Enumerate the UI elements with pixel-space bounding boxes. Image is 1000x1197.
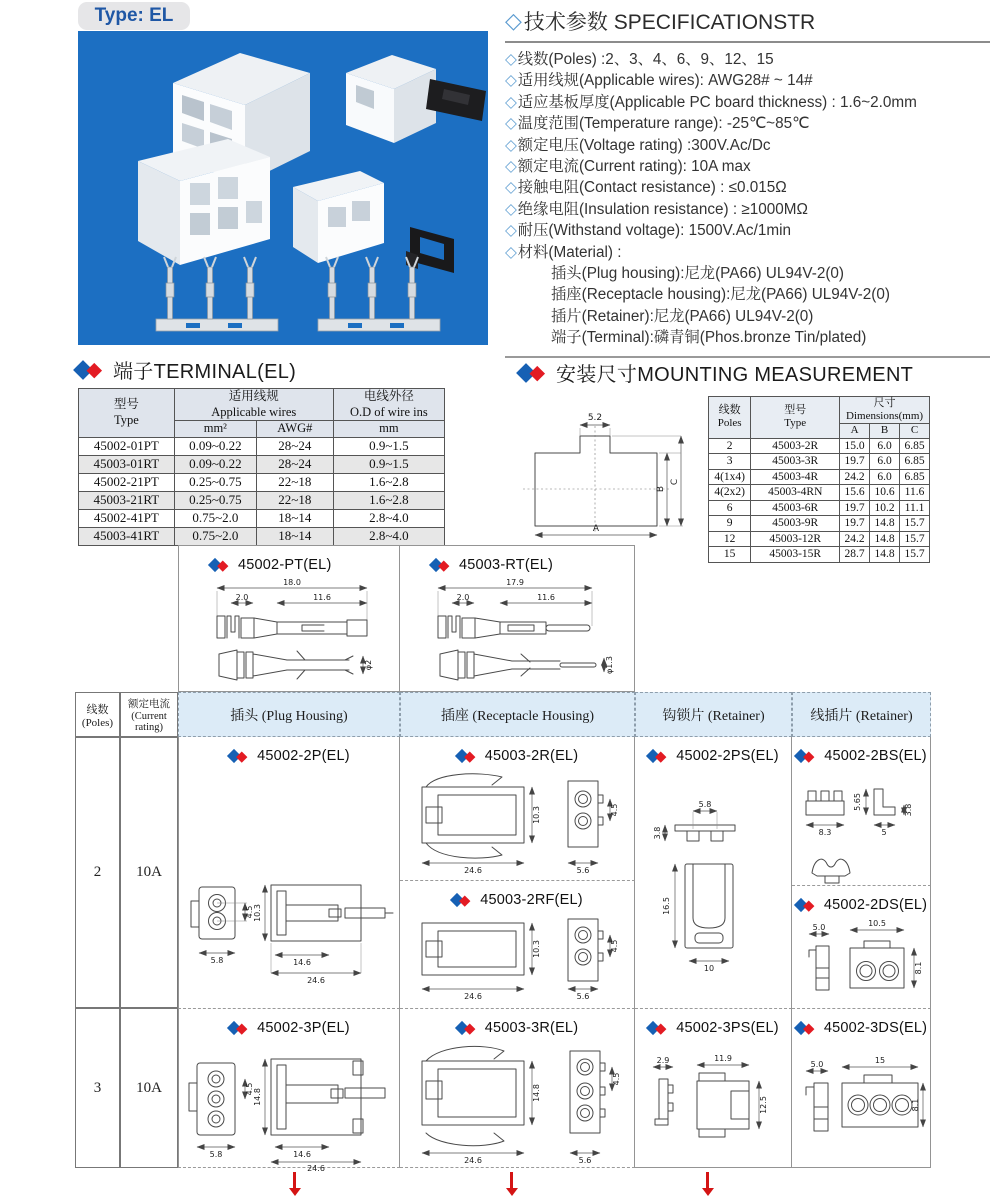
dim-label: B <box>656 485 666 493</box>
spec-item: ◇适用线规(Applicable wires): AWG28# ~ 14# <box>505 72 813 90</box>
table-cell: 4(2x2) <box>709 485 751 501</box>
double-diamond-icon <box>795 1021 815 1036</box>
table-cell: 28~24 <box>256 455 333 473</box>
dim-label: 11.6 <box>537 593 555 602</box>
table-cell: 45002-41PT <box>79 509 175 527</box>
dim-label: 14.6 <box>293 1150 311 1159</box>
spec-item: ◇适应基板厚度(Applicable PC board thickness) : 1.6~2.0mm <box>505 93 917 111</box>
matrix-header-plug: 插头 (Plug Housing) <box>178 692 400 737</box>
table-cell: 45002-01PT <box>79 437 175 455</box>
dim-label: 5.0 <box>810 1060 824 1069</box>
table-cell: 22~18 <box>256 473 333 491</box>
table-cell: 28~24 <box>256 437 333 455</box>
part-label-row <box>792 1009 930 1041</box>
poles-value-cell: 2 <box>75 737 120 1008</box>
product-photo-illustration <box>78 31 488 345</box>
plug-3p-drawing <box>179 1041 399 1173</box>
dim-label: 12.5 <box>759 1096 768 1114</box>
cell-45003-3R <box>400 1008 635 1168</box>
part-label-row <box>179 1009 399 1041</box>
col-header-b: B <box>870 424 900 438</box>
table-cell: 18~14 <box>256 509 333 527</box>
table-cell: 45003-4R <box>751 469 840 485</box>
table-cell: 6.85 <box>900 454 930 470</box>
part-label-row <box>179 546 399 578</box>
dim-label: 5.8 <box>210 956 224 965</box>
part-number: 45002-3PS(EL) <box>676 1020 779 1036</box>
dim-label: 11.9 <box>714 1054 732 1063</box>
dim-label: 16.5 <box>662 897 671 915</box>
table-cell: 45003-3R <box>751 454 840 470</box>
dim-label: 2.0 <box>235 593 249 602</box>
dim-label: 10 <box>703 964 715 973</box>
table-cell: 45003-4RN <box>751 485 840 501</box>
part-number: 45002-2P(EL) <box>257 748 350 764</box>
col-header-type: 型号 Type <box>79 389 175 438</box>
table-cell: 22~18 <box>256 491 333 509</box>
part-label-row <box>635 737 791 769</box>
dim-label: 24.6 <box>307 1164 325 1173</box>
table-cell: 45003-2R <box>751 438 840 454</box>
plug-2p-drawing <box>179 769 399 1003</box>
dim-label: 14.8 <box>532 1084 541 1102</box>
table-cell: 19.7 <box>840 516 870 532</box>
part-label-row <box>179 737 399 769</box>
dim-label: 5.2 <box>587 413 603 423</box>
table-cell: 6.0 <box>870 454 900 470</box>
dim-label: 3.8 <box>653 826 662 840</box>
table-cell: 14.8 <box>870 547 900 563</box>
dim-label: 8.1 <box>914 961 923 975</box>
dim-label: 2.0 <box>456 593 470 602</box>
dim-label: 8.1 <box>911 1098 920 1112</box>
dim-label: 24.6 <box>464 866 482 875</box>
material-line: 插片(Retainer):尼龙(PA66) UL94V-2(0) <box>551 307 814 325</box>
double-diamond-icon <box>647 749 667 764</box>
table-cell: 15.6 <box>840 485 870 501</box>
cell-45002-2PS <box>635 737 792 1008</box>
dim-label: 5.0 <box>812 923 826 932</box>
spec-item: ◇材料(Material) : <box>505 243 622 261</box>
table-row <box>709 485 930 501</box>
terminal-section-title <box>75 355 296 384</box>
dim-label: 14.8 <box>253 1088 262 1106</box>
part-number: 45002-3P(EL) <box>257 1020 350 1036</box>
table-cell: 6.85 <box>900 438 930 454</box>
double-diamond-icon <box>647 1021 667 1036</box>
matrix-header-retainer-hook: 钩锁片 (Retainer) <box>635 692 792 737</box>
col-header-dimensions: 尺寸 Dimensions(mm) <box>840 397 930 424</box>
dim-label: 5.6 <box>576 866 590 875</box>
continuation-arrow <box>706 1172 709 1189</box>
receptacle-2rf-drawing <box>400 913 633 1011</box>
col-header-od: 电线外径 O.D of wire ins <box>333 389 444 421</box>
table-cell: 2 <box>709 438 751 454</box>
material-line: 端子(Terminal):磷青铜(Phos.bronze Tin/plated) <box>551 329 867 347</box>
part-number: 45002-3DS(EL) <box>823 1020 928 1036</box>
table-cell: 0.75~2.0 <box>174 527 256 545</box>
current-value-cell: 10A <box>120 737 178 1008</box>
table-cell: 45003-12R <box>751 531 840 547</box>
cell-45002-2DS <box>792 885 931 1008</box>
matrix-header-current: 额定电流 (Current rating) <box>120 692 178 737</box>
material-line: 插头(Plug housing):尼龙(PA66) UL94V-2(0) <box>551 265 845 283</box>
table-row <box>79 491 445 509</box>
diamond-bullet-icon: ◇ <box>505 243 517 261</box>
retainer-2ps-drawing <box>635 769 790 1003</box>
part-label-row <box>792 886 930 918</box>
dim-label: 5.6 <box>578 1156 592 1165</box>
panel-45003-RT <box>400 545 635 692</box>
specifications-section <box>505 6 990 358</box>
dim-label: 5.8 <box>209 1150 223 1159</box>
table-cell: 6.85 <box>900 469 930 485</box>
double-diamond-icon <box>795 898 815 913</box>
dim-label: 3.8 <box>904 803 913 817</box>
table-row <box>79 455 445 473</box>
table-cell: 15.7 <box>900 516 930 532</box>
retainer-2ds-drawing <box>792 918 929 1011</box>
retainer-3ps-drawing <box>635 1041 790 1173</box>
double-diamond-icon <box>451 893 471 908</box>
table-row <box>79 509 445 527</box>
double-diamond-icon <box>518 363 546 383</box>
part-label-row <box>400 1009 634 1041</box>
diamond-bullet-icon: ◇ <box>505 158 517 176</box>
table-cell: 0.75~2.0 <box>174 509 256 527</box>
double-diamond-icon <box>209 558 229 573</box>
table-cell: 0.25~0.75 <box>174 473 256 491</box>
table-cell: 24.2 <box>840 531 870 547</box>
table-cell: 45003-9R <box>751 516 840 532</box>
table-cell: 28.7 <box>840 547 870 563</box>
dim-label: φ1.3 <box>605 656 614 674</box>
diamond-bullet-icon: ◇ <box>505 93 517 111</box>
table-cell: 2.8~4.0 <box>333 527 444 545</box>
table-cell: 0.09~0.22 <box>174 455 256 473</box>
diamond-bullet-icon: ◇ <box>505 115 517 133</box>
material-line: 插座(Receptacle housing):尼龙(PA66) UL94V-2(0) <box>551 286 890 304</box>
specifications-title-text: 技术参数 SPECIFICATIONSTR <box>523 11 816 34</box>
terminal-pt-drawing <box>179 578 399 693</box>
dim-label: 5 <box>881 828 887 837</box>
product-photo <box>78 31 488 345</box>
table-row <box>79 437 445 455</box>
part-number: 45002-2PS(EL) <box>676 748 779 764</box>
table-cell: 11.6 <box>900 485 930 501</box>
table-cell: 6.0 <box>870 469 900 485</box>
table-cell: 15 <box>709 547 751 563</box>
dim-label: 10.3 <box>532 940 541 958</box>
table-cell: 1.6~2.8 <box>333 473 444 491</box>
table-cell: 15.7 <box>900 531 930 547</box>
diamond-bullet-icon: ◇ <box>505 200 517 218</box>
part-number: 45002-2BS(EL) <box>824 748 927 764</box>
table-cell: 19.7 <box>840 454 870 470</box>
col-header-poles: 线数 Poles <box>709 397 751 439</box>
cell-45002-3PS <box>635 1008 792 1168</box>
dim-label: 24.6 <box>307 976 325 985</box>
diamond-bullet-icon: ◇ <box>505 51 517 68</box>
receptacle-3r-drawing <box>400 1041 633 1173</box>
table-cell: 45003-6R <box>751 500 840 516</box>
dim-label: 4.5 <box>612 1072 621 1086</box>
double-diamond-icon <box>795 749 815 764</box>
mounting-diagram-drawing <box>505 398 700 540</box>
terminal-title-text: 端子TERMINAL(EL) <box>113 361 297 383</box>
col-header-c: C <box>900 424 930 438</box>
dim-label: 4.5 <box>610 803 619 817</box>
double-diamond-icon <box>228 749 248 764</box>
table-cell: 18~14 <box>256 527 333 545</box>
cell-45003-2RF <box>400 880 635 1008</box>
double-diamond-icon <box>75 360 103 380</box>
dim-label: 4.5 <box>245 905 254 919</box>
diamond-bullet-icon: ◇ <box>505 72 517 90</box>
table-row <box>79 473 445 491</box>
table-cell: 0.25~0.75 <box>174 491 256 509</box>
spec-item: ◇耐压(Withstand voltage): 1500V.Ac/1min <box>505 222 791 240</box>
retainer-3ds-drawing <box>792 1041 929 1173</box>
dim-label: 4.5 <box>610 939 619 953</box>
specifications-title <box>505 6 990 43</box>
table-cell: 10.6 <box>870 485 900 501</box>
table-cell: 19.7 <box>840 500 870 516</box>
col-header-applicable-wires: 适用线规 Applicable wires <box>174 389 333 421</box>
mounting-table <box>708 396 930 563</box>
table-row <box>709 438 930 454</box>
dim-label: 4.5 <box>245 1082 254 1096</box>
matrix-header-retainer-wire: 线插片 (Retainer) <box>792 692 931 737</box>
dim-label: 5.6 <box>576 992 590 1001</box>
table-cell: 10.2 <box>870 500 900 516</box>
part-label-row <box>635 1009 791 1041</box>
col-header-mm: mm <box>333 421 444 438</box>
table-cell: 4(1x4) <box>709 469 751 485</box>
cell-45002-3P <box>178 1008 400 1173</box>
diamond-bullet-icon: ◇ <box>505 179 517 197</box>
diamond-bullet-icon: ◇ <box>505 222 517 240</box>
matrix-header-poles: 线数 (Poles) <box>75 692 120 737</box>
table-cell: 0.9~1.5 <box>333 455 444 473</box>
dim-label: C <box>670 478 680 486</box>
dim-label: 24.6 <box>464 1156 482 1165</box>
matrix-header-receptacle: 插座 (Receptacle Housing) <box>400 692 635 737</box>
table-cell: 45003-41RT <box>79 527 175 545</box>
spec-item: ◇温度范围(Temperature range): -25℃~85℃ <box>505 115 810 133</box>
type-badge <box>78 2 190 30</box>
dim-label: 10.5 <box>868 919 886 928</box>
dim-label: 11.6 <box>313 593 331 602</box>
part-label-row <box>792 737 930 769</box>
double-diamond-icon <box>228 1021 248 1036</box>
mounting-title-text: 安装尺寸MOUNTING MEASUREMENT <box>556 364 914 386</box>
table-cell: 15.0 <box>840 438 870 454</box>
spec-item: ◇额定电压(Voltage rating) :300V.Ac/Dc <box>505 136 771 154</box>
dim-label: 10.3 <box>253 904 262 922</box>
part-drawings-matrix <box>75 545 931 1197</box>
dim-label: 24.6 <box>464 992 482 1001</box>
dim-label: A <box>592 524 600 534</box>
dim-label: 15 <box>874 1056 886 1065</box>
spec-item: ◇额定电流(Current rating): 10A max <box>505 158 751 176</box>
continuation-arrow <box>510 1172 513 1189</box>
table-cell: 11.1 <box>900 500 930 516</box>
current-value-cell: 10A <box>120 1008 178 1168</box>
table-cell: 15.7 <box>900 547 930 563</box>
part-number: 45003-3R(EL) <box>484 1020 579 1036</box>
table-row <box>709 469 930 485</box>
receptacle-2r-drawing <box>400 769 633 882</box>
retainer-2bs-drawing <box>792 769 929 887</box>
table-cell: 1.6~2.8 <box>333 491 444 509</box>
table-cell: 0.9~1.5 <box>333 437 444 455</box>
spec-item: ◇接触电阻(Contact resistance) : ≤0.015Ω <box>505 179 787 197</box>
table-row <box>79 527 445 545</box>
col-header-mm2: mm² <box>174 421 256 438</box>
mounting-section-title <box>518 358 913 387</box>
dim-label: 17.9 <box>506 578 524 587</box>
table-row <box>709 454 930 470</box>
table-cell: 6.0 <box>870 438 900 454</box>
table-cell: 2.8~4.0 <box>333 509 444 527</box>
dim-label: 5.65 <box>853 793 862 811</box>
table-cell: 14.8 <box>870 531 900 547</box>
terminal-table <box>78 388 445 546</box>
mounting-diagram <box>505 398 700 545</box>
table-cell: 12 <box>709 531 751 547</box>
dim-label: 5.8 <box>698 800 712 809</box>
dim-label: 2.9 <box>656 1056 670 1065</box>
cell-45002-2BS <box>792 737 931 885</box>
diamond-bullet-icon: ◇ <box>505 8 522 33</box>
poles-value-cell: 3 <box>75 1008 120 1168</box>
double-diamond-icon <box>456 1021 476 1036</box>
continuation-arrow <box>293 1172 296 1189</box>
table-cell: 3 <box>709 454 751 470</box>
diamond-bullet-icon: ◇ <box>505 136 517 154</box>
dim-label: 10.3 <box>532 806 541 824</box>
table-cell: 45003-01RT <box>79 455 175 473</box>
part-number: 45002-2DS(EL) <box>823 897 928 913</box>
part-label-row <box>400 737 634 769</box>
table-row <box>709 500 930 516</box>
cell-45002-3DS <box>792 1008 931 1168</box>
table-cell: 14.8 <box>870 516 900 532</box>
spec-item: ◇线数(Poles) :2、3、4、6、9、12、15 <box>505 51 774 68</box>
col-header-awg: AWG# <box>256 421 333 438</box>
table-cell: 9 <box>709 516 751 532</box>
table-cell: 45003-15R <box>751 547 840 563</box>
double-diamond-icon <box>456 749 476 764</box>
part-label-row <box>400 546 634 578</box>
double-diamond-icon <box>430 558 450 573</box>
table-cell: 0.09~0.22 <box>174 437 256 455</box>
col-header-a: A <box>840 424 870 438</box>
dim-label: 8.3 <box>818 828 832 837</box>
panel-45002-PT <box>178 545 400 692</box>
cell-45003-2R <box>400 737 635 880</box>
col-header-type: 型号 Type <box>751 397 840 439</box>
dim-label: 14.6 <box>293 958 311 967</box>
part-label-row <box>400 881 634 913</box>
table-cell: 45003-21RT <box>79 491 175 509</box>
table-cell: 45002-21PT <box>79 473 175 491</box>
cell-45002-2P <box>178 737 400 1008</box>
mounting-table-body <box>709 438 930 562</box>
terminal-table-body <box>79 437 445 545</box>
part-number: 45003-RT(EL) <box>459 557 554 573</box>
terminal-rt-drawing <box>400 578 633 693</box>
part-number: 45003-2RF(EL) <box>480 892 583 908</box>
table-cell: 24.2 <box>840 469 870 485</box>
part-number: 45003-2R(EL) <box>484 748 579 764</box>
table-cell: 6 <box>709 500 751 516</box>
spec-item: ◇绝缘电阻(Insulation resistance) : ≥1000MΩ <box>505 200 808 218</box>
table-row <box>709 516 930 532</box>
part-number: 45002-PT(EL) <box>238 557 332 573</box>
dim-label: φ2 <box>364 659 373 671</box>
dim-label: 18.0 <box>283 578 301 587</box>
type-badge-label: Type: EL <box>94 5 174 26</box>
